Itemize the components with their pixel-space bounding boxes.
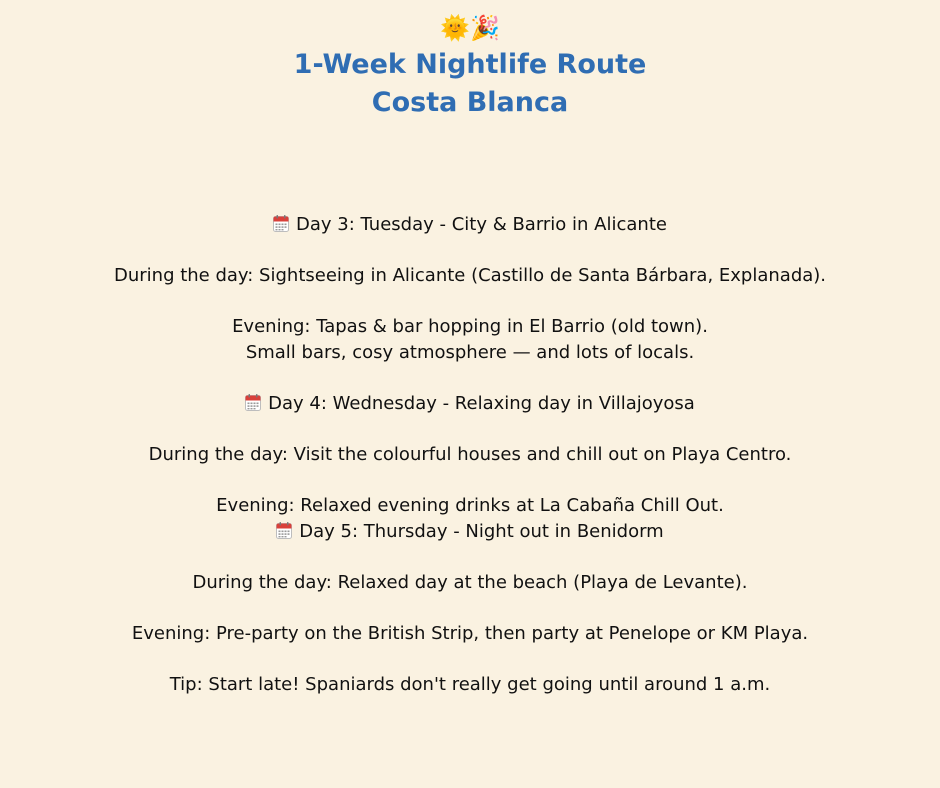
- header: [0, 12, 940, 122]
- day4-evening: Evening: Relaxed evening drinks at La Cabaña Chill Out.: [216, 495, 724, 516]
- day5-daytime: During the day: Relaxed day at the beach (Playa de Levante).: [192, 572, 748, 593]
- title-line-1: 1-Week Nightlife Route: [293, 49, 647, 80]
- calendar-icon: [245, 394, 261, 411]
- emoji-row: [0, 12, 940, 44]
- day3-evening-line-2: Small bars, cosy atmosphere — and lots of locals.: [245, 342, 695, 363]
- day3-evening-line-1: Evening: Tapas & bar hopping in El Barrio (old town).: [232, 316, 708, 337]
- day5-heading-text: Day 5: Thursday - Night out in Benidorm: [299, 521, 664, 542]
- day3-heading: [0, 212, 940, 238]
- day3-heading-text: Day 3: Tuesday - City & Barrio in Alicante: [296, 214, 667, 235]
- day4-daytime: During the day: Visit the colourful houses and chill out on Playa Centro.: [148, 444, 792, 465]
- party-popper-icon: 🎉: [470, 14, 500, 42]
- title-line-2: Costa Blanca: [371, 87, 569, 118]
- day4-heading: [0, 391, 940, 417]
- calendar-icon: [276, 522, 292, 539]
- day3-daytime: During the day: Sightseeing in Alicante (Castillo de Santa Bárbara, Explanada).: [113, 265, 827, 286]
- sun-icon: 🌞: [440, 14, 470, 42]
- day5-evening: Evening: Pre-party on the British Strip, then party at Penelope or KM Playa.: [131, 623, 809, 644]
- calendar-icon: [273, 215, 289, 232]
- day5-heading: [0, 519, 940, 545]
- nightlife-tip: Tip: Start late! Spaniards don't really get going until around 1 a.m.: [169, 674, 771, 695]
- page-title: [0, 46, 940, 122]
- day4-heading-text: Day 4: Wednesday - Relaxing day in Villajoyosa: [268, 393, 695, 414]
- itinerary: [0, 212, 940, 698]
